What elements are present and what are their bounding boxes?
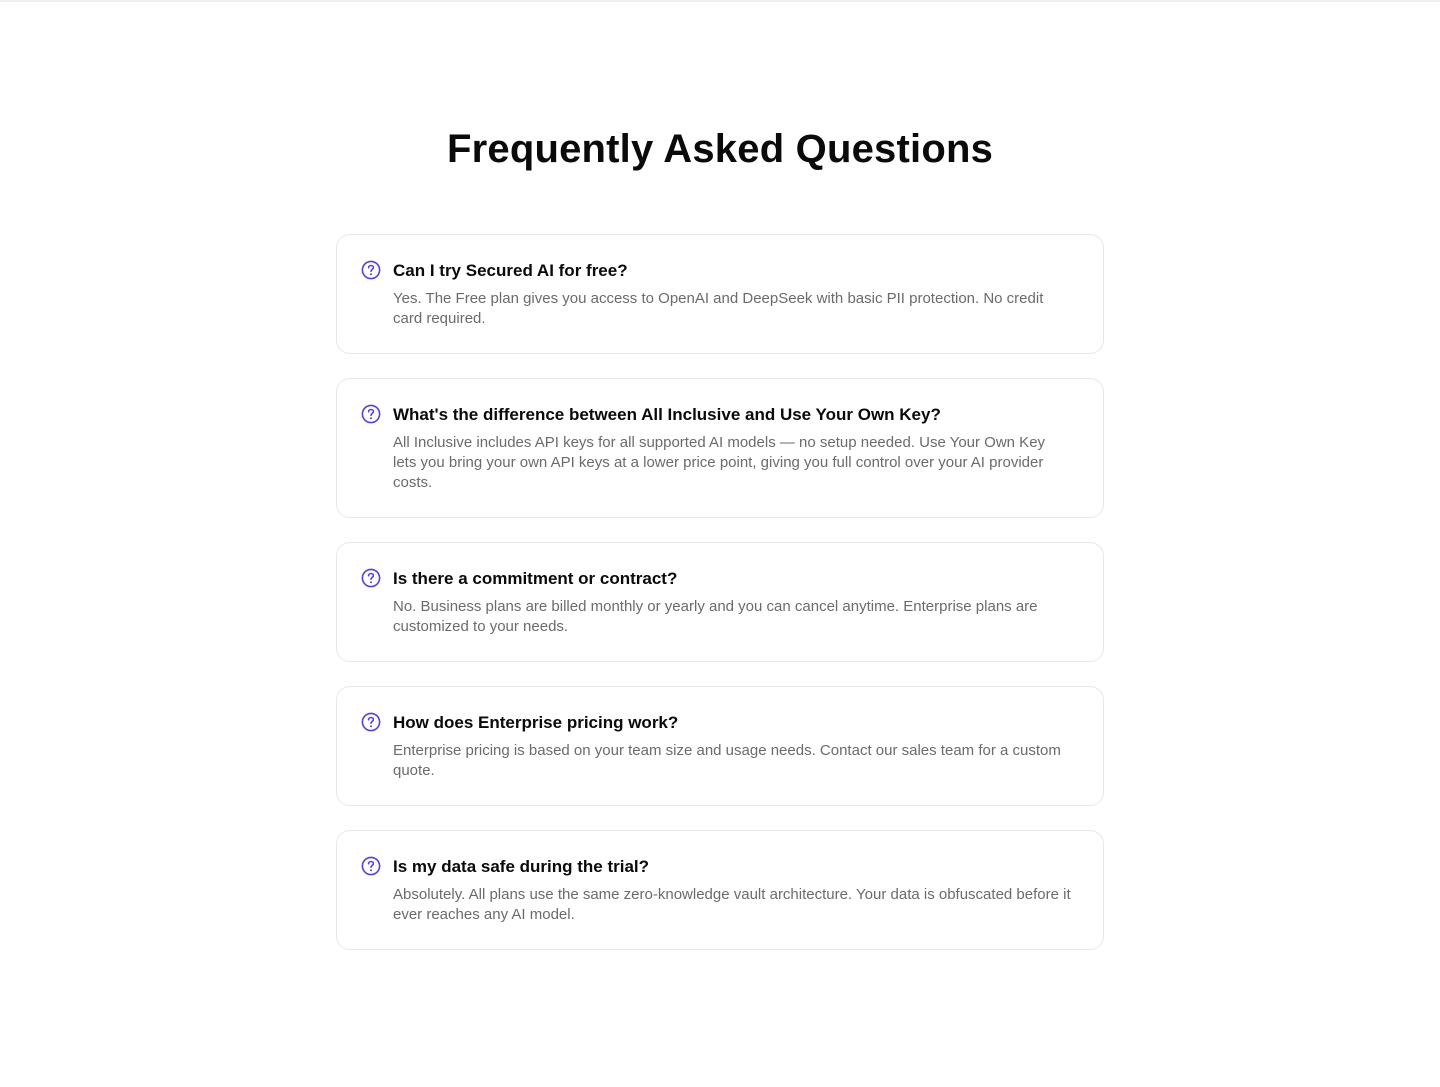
question-circle-icon bbox=[361, 568, 381, 588]
page-title: Frequently Asked Questions bbox=[446, 127, 994, 171]
faq-question: How does Enterprise pricing work? bbox=[393, 713, 679, 732]
faq-answer: All Inclusive includes API keys for all supported AI models — no setup needed. Use Your Own Key lets you bring your own API keys at a lower price point, giving you full control over your AI provider costs. bbox=[393, 434, 1046, 491]
faq-list bbox=[336, 234, 1104, 974]
question-circle-icon bbox=[361, 260, 381, 280]
faq-body bbox=[393, 567, 1071, 637]
faq-body bbox=[393, 711, 1071, 781]
top-divider bbox=[0, 0, 1440, 2]
faq-body bbox=[393, 855, 1071, 925]
faq-item[interactable] bbox=[336, 378, 1104, 518]
faq-item[interactable] bbox=[336, 542, 1104, 662]
faq-question: Can I try Secured AI for free? bbox=[393, 261, 628, 280]
faq-answer: Yes. The Free plan gives you access to OpenAI and DeepSeek with basic PII protection. No credit card required. bbox=[393, 290, 1044, 327]
question-circle-icon bbox=[361, 404, 381, 424]
faq-answer: No. Business plans are billed monthly or yearly and you can cancel anytime. Enterprise plans are customized to your needs. bbox=[393, 598, 1038, 635]
faq-item[interactable] bbox=[336, 234, 1104, 354]
question-circle-icon bbox=[361, 856, 381, 876]
question-circle-icon bbox=[361, 712, 381, 732]
faq-body bbox=[393, 403, 1071, 493]
faq-question: Is my data safe during the trial? bbox=[393, 857, 650, 876]
faq-answer: Enterprise pricing is based on your team size and usage needs. Contact our sales team for a custom quote. bbox=[393, 742, 1061, 779]
faq-body bbox=[393, 259, 1071, 329]
faq-question: What's the difference between All Inclusive and Use Your Own Key? bbox=[393, 405, 941, 424]
faq-question: Is there a commitment or contract? bbox=[393, 569, 678, 588]
faq-item[interactable] bbox=[336, 686, 1104, 806]
faq-item[interactable] bbox=[336, 830, 1104, 950]
faq-answer: Absolutely. All plans use the same zero-knowledge vault architecture. Your data is obfuscated before it ever reaches any AI model. bbox=[393, 886, 1071, 923]
